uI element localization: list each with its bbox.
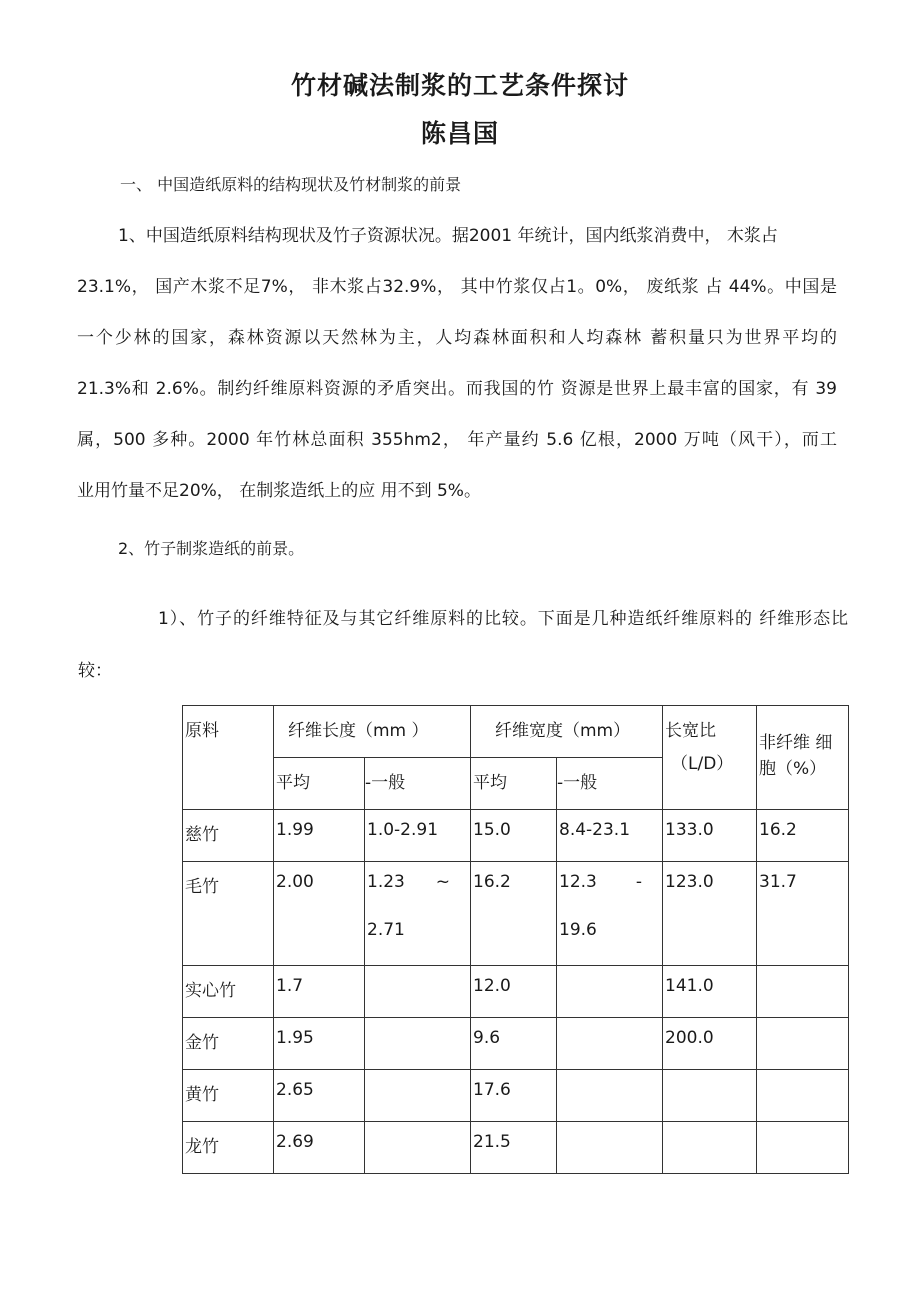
- cell-width-range: [557, 1070, 663, 1122]
- table-row: [183, 1070, 849, 1122]
- cell-non-fiber: 31.7: [757, 862, 849, 966]
- header-width-general: -一般: [557, 758, 663, 810]
- cell-material: 慈竹: [183, 810, 274, 862]
- cell-length-avg: 2.69: [274, 1122, 365, 1174]
- cell-width-range: [557, 1122, 663, 1174]
- header-aspect-ratio: 长宽比 （L/D）: [663, 706, 757, 810]
- cell-length-avg: 2.65: [274, 1070, 365, 1122]
- table-row: [183, 1018, 849, 1070]
- cell-aspect-ratio: 123.0: [663, 862, 757, 966]
- cell-width-avg: 17.6: [471, 1070, 557, 1122]
- cell-aspect-ratio: 133.0: [663, 810, 757, 862]
- cell-material: 龙竹: [183, 1122, 274, 1174]
- table-row: [183, 966, 849, 1018]
- paragraph-1-line-2: 23.1%， 国产木浆不足7%， 非木浆占32.9%， 其中竹浆仅占1。0%， 废纸浆 占 44%。中国是: [77, 277, 837, 297]
- cell-non-fiber: [757, 1122, 849, 1174]
- fiber-morphology-table: [182, 705, 849, 1174]
- paragraph-1-line-4: 21.3%和 2.6%。制约纤维原料资源的矛盾突出。而我国的竹 资源是世界上最丰富的国家，有 39: [77, 379, 837, 399]
- header-non-fiber: 非纤维 细胞（%）: [757, 706, 849, 810]
- subsection-1-line-2: 较：: [78, 661, 112, 681]
- cell-length-range: [365, 1070, 471, 1122]
- cell-aspect-ratio: 200.0: [663, 1018, 757, 1070]
- cell-width-avg: 15.0: [471, 810, 557, 862]
- cell-aspect-ratio: [663, 1070, 757, 1122]
- cell-material: 毛竹: [183, 862, 274, 966]
- header-fiber-width: 纤维宽度（mm）: [471, 706, 663, 758]
- cell-width-avg: 21.5: [471, 1122, 557, 1174]
- cell-material: 实心竹: [183, 966, 274, 1018]
- cell-width-avg: 12.0: [471, 966, 557, 1018]
- cell-length-range: [365, 1122, 471, 1174]
- cell-length-avg: 1.95: [274, 1018, 365, 1070]
- table-row: [183, 1122, 849, 1174]
- header-aspect-ratio-unit: （L/D）: [671, 754, 734, 774]
- cell-length-avg: 2.00: [274, 862, 365, 966]
- cell-non-fiber: [757, 966, 849, 1018]
- cell-width-range: 12.3 - 19.6: [557, 862, 663, 966]
- cell-length-range: 1.23 ~ 2.71: [365, 862, 471, 966]
- cell-width-avg: 16.2: [471, 862, 557, 966]
- cell-width-avg: 9.6: [471, 1018, 557, 1070]
- table-header-row: [183, 706, 849, 758]
- cell-width-range: [557, 1018, 663, 1070]
- paragraph-1-line-6: 业用竹量不足20%， 在制浆造纸上的应 用不到 5%。: [77, 481, 481, 501]
- header-material: 原料: [183, 706, 274, 810]
- header-fiber-length: 纤维长度（mm ）: [274, 706, 471, 758]
- paragraph-1-line-1: 1、中国造纸原料结构现状及竹子资源状况。据2001 年统计，国内纸浆消费中， 木浆占: [118, 226, 778, 246]
- header-length-avg: 平均: [274, 758, 365, 810]
- cell-aspect-ratio: [663, 1122, 757, 1174]
- cell-length-avg: 1.7: [274, 966, 365, 1018]
- cell-length-range: [365, 1018, 471, 1070]
- cell-non-fiber: 16.2: [757, 810, 849, 862]
- cell-length-range: [365, 966, 471, 1018]
- document-author: 陈昌国: [420, 119, 499, 148]
- cell-material: 金竹: [183, 1018, 274, 1070]
- cell-non-fiber: [757, 1070, 849, 1122]
- paragraph-1-line-3: 一个少林的国家，森林资源以天然林为主，人均森林面积和人均森林 蓄积量只为世界平均的: [77, 328, 837, 348]
- table-row: [183, 810, 849, 862]
- cell-width-range: [557, 966, 663, 1018]
- subsection-1-line-1: 1）、竹子的纤维特征及与其它纤维原料的比较。下面是几种造纸纤维原料的 纤维形态比: [158, 609, 848, 629]
- cell-length-range: 1.0-2.91: [365, 810, 471, 862]
- cell-non-fiber: [757, 1018, 849, 1070]
- document-title: 竹材碱法制浆的工艺条件探讨: [290, 71, 629, 100]
- cell-width-range: 8.4-23.1: [557, 810, 663, 862]
- section-1-heading: 一、 中国造纸原料的结构现状及竹材制浆的前景: [120, 175, 462, 194]
- cell-aspect-ratio: 141.0: [663, 966, 757, 1018]
- header-width-avg: 平均: [471, 758, 557, 810]
- cell-length-avg: 1.99: [274, 810, 365, 862]
- paragraph-1-line-5: 属，500 多种。2000 年竹林总面积 355hm2， 年产量约 5.6 亿根，2000 万吨（风干），而工: [77, 430, 837, 450]
- cell-material: 黄竹: [183, 1070, 274, 1122]
- section-2-heading: 2、竹子制浆造纸的前景。: [118, 539, 305, 558]
- header-length-general: -一般: [365, 758, 471, 810]
- table-row: [183, 862, 849, 966]
